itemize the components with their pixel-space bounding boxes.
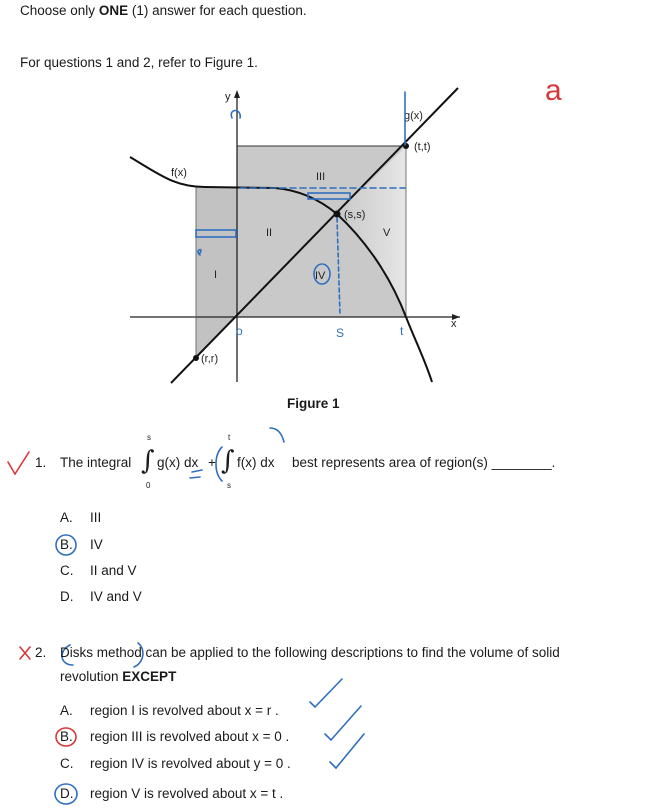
instructions: Choose only ONE (1) answer for each question.	[20, 3, 307, 18]
integral-sign-icon: ∫	[141, 446, 155, 476]
region-label-iv: IV	[315, 270, 326, 282]
q1-option-a-letter[interactable]: A.	[60, 510, 73, 525]
q1-option-c-letter[interactable]: C.	[60, 563, 74, 578]
q1-option-d[interactable]: IV and V	[90, 589, 142, 604]
int1-lower: 0	[146, 481, 151, 490]
q1-number: 1.	[35, 455, 47, 470]
q2-line2: revolution EXCEPT	[60, 669, 177, 684]
region-label-ii: II	[266, 227, 273, 239]
q1-plus: +	[208, 455, 216, 470]
q2-option-a[interactable]: region I is revolved about x = r .	[90, 703, 279, 718]
q1-prefix: The integral	[60, 455, 132, 470]
q2-option-b-letter[interactable]: B.	[60, 729, 73, 744]
y-axis-label: y	[225, 91, 231, 103]
int2-upper: t	[228, 433, 231, 442]
q2-option-c-letter[interactable]: C.	[60, 756, 74, 771]
region-label-v: V	[383, 227, 391, 239]
handwritten-o: o	[236, 324, 243, 338]
figure-caption: Figure 1	[287, 396, 340, 411]
q1-option-a[interactable]: III	[90, 510, 102, 525]
g-label: g(x)	[404, 110, 423, 122]
q2-option-b[interactable]: region III is revolved about x = 0 .	[90, 729, 290, 744]
int1-body: g(x) dx	[157, 455, 199, 470]
refer-text: For questions 1 and 2, refer to Figure 1.	[20, 55, 258, 70]
q1-suffix: best represents area of region(s) ________.	[292, 455, 556, 470]
q2-option-a-letter[interactable]: A.	[60, 703, 73, 718]
q2-option-c[interactable]: region IV is revolved about y = 0 .	[90, 756, 291, 771]
ss-label: (s,s)	[344, 209, 366, 221]
region-label-i: I	[214, 269, 218, 281]
tt-label: (t,t)	[414, 141, 431, 153]
q1-option-b[interactable]: IV	[90, 537, 103, 552]
q1-option-b-letter[interactable]: B.	[60, 537, 73, 552]
rr-label: (r,r)	[201, 353, 219, 365]
region-label-iii: III	[316, 171, 326, 183]
int1-upper: s	[147, 433, 151, 442]
handwritten-t: t	[400, 324, 404, 338]
int2-body: f(x) dx	[237, 455, 275, 470]
x-axis-label: x	[451, 318, 457, 330]
q2-number: 2.	[35, 645, 47, 660]
int2-lower: s	[227, 481, 231, 490]
handwritten-s: S	[336, 326, 345, 340]
q1-option-d-letter[interactable]: D.	[60, 589, 74, 604]
q1-option-c[interactable]: II and V	[90, 563, 137, 578]
q2-line1: Disks method can be applied to the following descriptions to find the volume of solid	[60, 645, 560, 660]
integral-sign-icon: ∫	[221, 446, 235, 476]
handwritten-corner: a	[545, 74, 562, 107]
q2-option-d-letter[interactable]: D.	[60, 786, 74, 801]
q2-option-d[interactable]: region V is revolved about x = t .	[90, 786, 284, 801]
f-label: f(x)	[171, 167, 187, 179]
